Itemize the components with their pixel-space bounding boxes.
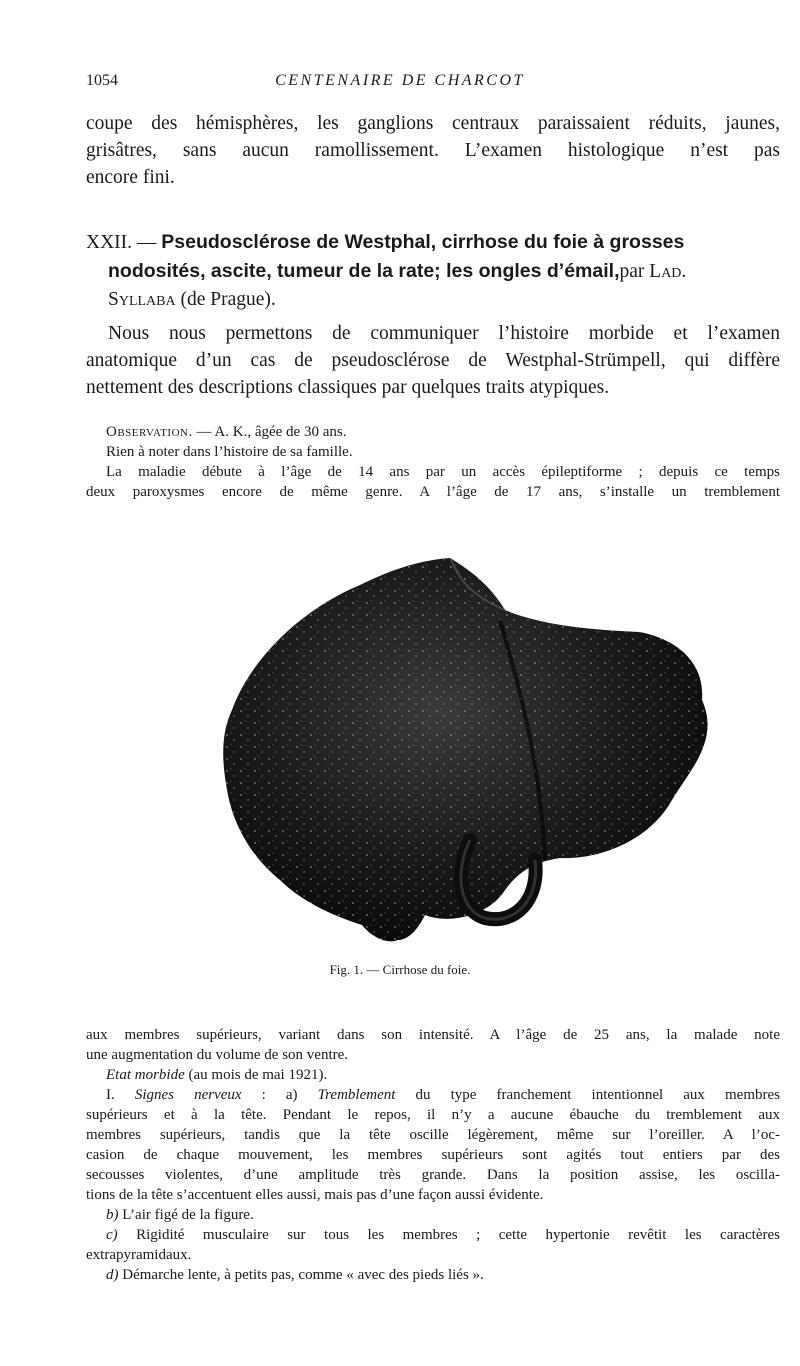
author-affiliation: (de Prague). xyxy=(180,289,276,310)
item-d xyxy=(86,1265,780,1285)
text-line: secousses violentes, d’une amplitude très grande. Dans la position assise, les oscilla- xyxy=(86,1167,780,1183)
text-line: deux paroxysmes encore de même genre. A l’âge de 17 ans, s’installe un tremblement xyxy=(86,484,780,500)
item-b-marker: b) xyxy=(106,1207,119,1223)
paragraph-continued xyxy=(86,110,780,191)
text-line: une augmentation du volume de son ventre. xyxy=(86,1047,349,1063)
observation-label: Observation. xyxy=(106,424,193,440)
section-number: XXII. — xyxy=(86,232,157,253)
signs-label: Signes nerveux xyxy=(134,1087,242,1103)
figure-caption: Fig. 1. — Cirrhose du foie. xyxy=(329,962,471,977)
item-c-marker: c) xyxy=(106,1227,118,1243)
etat-text: (au mois de mai 1921). xyxy=(184,1067,328,1083)
heading-line xyxy=(86,286,780,314)
text-line: La maladie débute à l’âge de 14 ans par un accès épileptiforme ; depuis ce temps xyxy=(106,464,780,480)
text-line: supérieurs et à la tête. Pendant le repos, il n’y a aucune ébauche du tremblement aux xyxy=(86,1107,780,1123)
author-first: Lad. xyxy=(649,261,687,282)
section-title-line2: nodosités, ascite, tumeur de la rate; les ongles d’émail, xyxy=(108,260,620,282)
item-d-marker: d) xyxy=(106,1267,119,1283)
heading-line xyxy=(86,228,780,257)
heading-line xyxy=(86,257,780,286)
section-heading xyxy=(86,228,780,314)
signs-mid: : a) xyxy=(241,1087,318,1103)
text-line: casion de chaque mouvement, les membres supérieurs sont agités tout entiers par des xyxy=(86,1147,780,1163)
item-b-text: L’air figé de la figure. xyxy=(118,1207,254,1223)
continuation-block xyxy=(86,1025,780,1285)
section-title-line1: Pseudosclérose de Westphal, cirrhose du foie à grosses xyxy=(161,231,685,253)
signs-prefix: I. xyxy=(106,1087,135,1103)
item-b xyxy=(86,1205,780,1225)
text-line: grisâtres, sans aucun ramollissement. L’examen histologique n’est pas xyxy=(86,140,780,161)
text-line: membres supérieurs, tandis que la tête oscille légèrement, même sur l’oreiller. A l’oc- xyxy=(86,1127,780,1143)
etat-morbide-line xyxy=(86,1065,780,1085)
item-c xyxy=(86,1225,780,1245)
observation-dash: — xyxy=(192,424,215,440)
item-d-text: Démarche lente, à petits pas, comme « avec des pieds liés ». xyxy=(118,1267,484,1283)
patient-info: A. K., âgée de 30 ans. xyxy=(214,424,347,440)
text-line: encore fini. xyxy=(86,167,175,188)
intro-paragraph xyxy=(86,320,780,401)
signs-line xyxy=(86,1085,780,1105)
item-c-text: Rigidité musculaire sur tous les membres ; cette hypertonie revêtit les caractères xyxy=(117,1227,780,1243)
text-line: nettement des descriptions classiques par quelques traits atypiques. xyxy=(86,377,610,398)
text-line: coupe des hémisphères, les ganglions centraux paraissaient réduits, jaunes, xyxy=(86,113,780,134)
observation-block xyxy=(86,422,780,502)
text-line: Rien à noter dans l’histoire de sa famille. xyxy=(106,444,353,460)
tremblement-label: Tremblement xyxy=(317,1087,396,1103)
par-word: par xyxy=(619,261,645,282)
figure-liver xyxy=(0,540,800,960)
observation-heading xyxy=(86,422,780,442)
author-last: Syllaba xyxy=(108,289,176,310)
text-line: tions de la tête s’accentuent elles aussi, mais pas d’une façon aussi évidente. xyxy=(86,1187,544,1203)
signs-rest: du type franchement intentionnel aux membres xyxy=(395,1087,780,1103)
text-line: anatomique d’un cas de pseudosclérose de Westphal-Strümpell, qui diffère xyxy=(86,350,780,371)
running-head xyxy=(86,72,714,96)
text-line: extrapyramidaux. xyxy=(86,1247,192,1263)
text-line: Nous nous permettons de communiquer l’histoire morbide et l’examen xyxy=(108,323,780,344)
page-number: 1054 xyxy=(86,72,118,89)
text-line: aux membres supérieurs, variant dans son intensité. A l’âge de 25 ans, la malade note xyxy=(86,1027,780,1043)
liver-illustration xyxy=(0,540,800,960)
running-title: CENTENAIRE DE CHARCOT xyxy=(275,72,525,89)
etat-label: Etat morbide xyxy=(106,1067,185,1083)
